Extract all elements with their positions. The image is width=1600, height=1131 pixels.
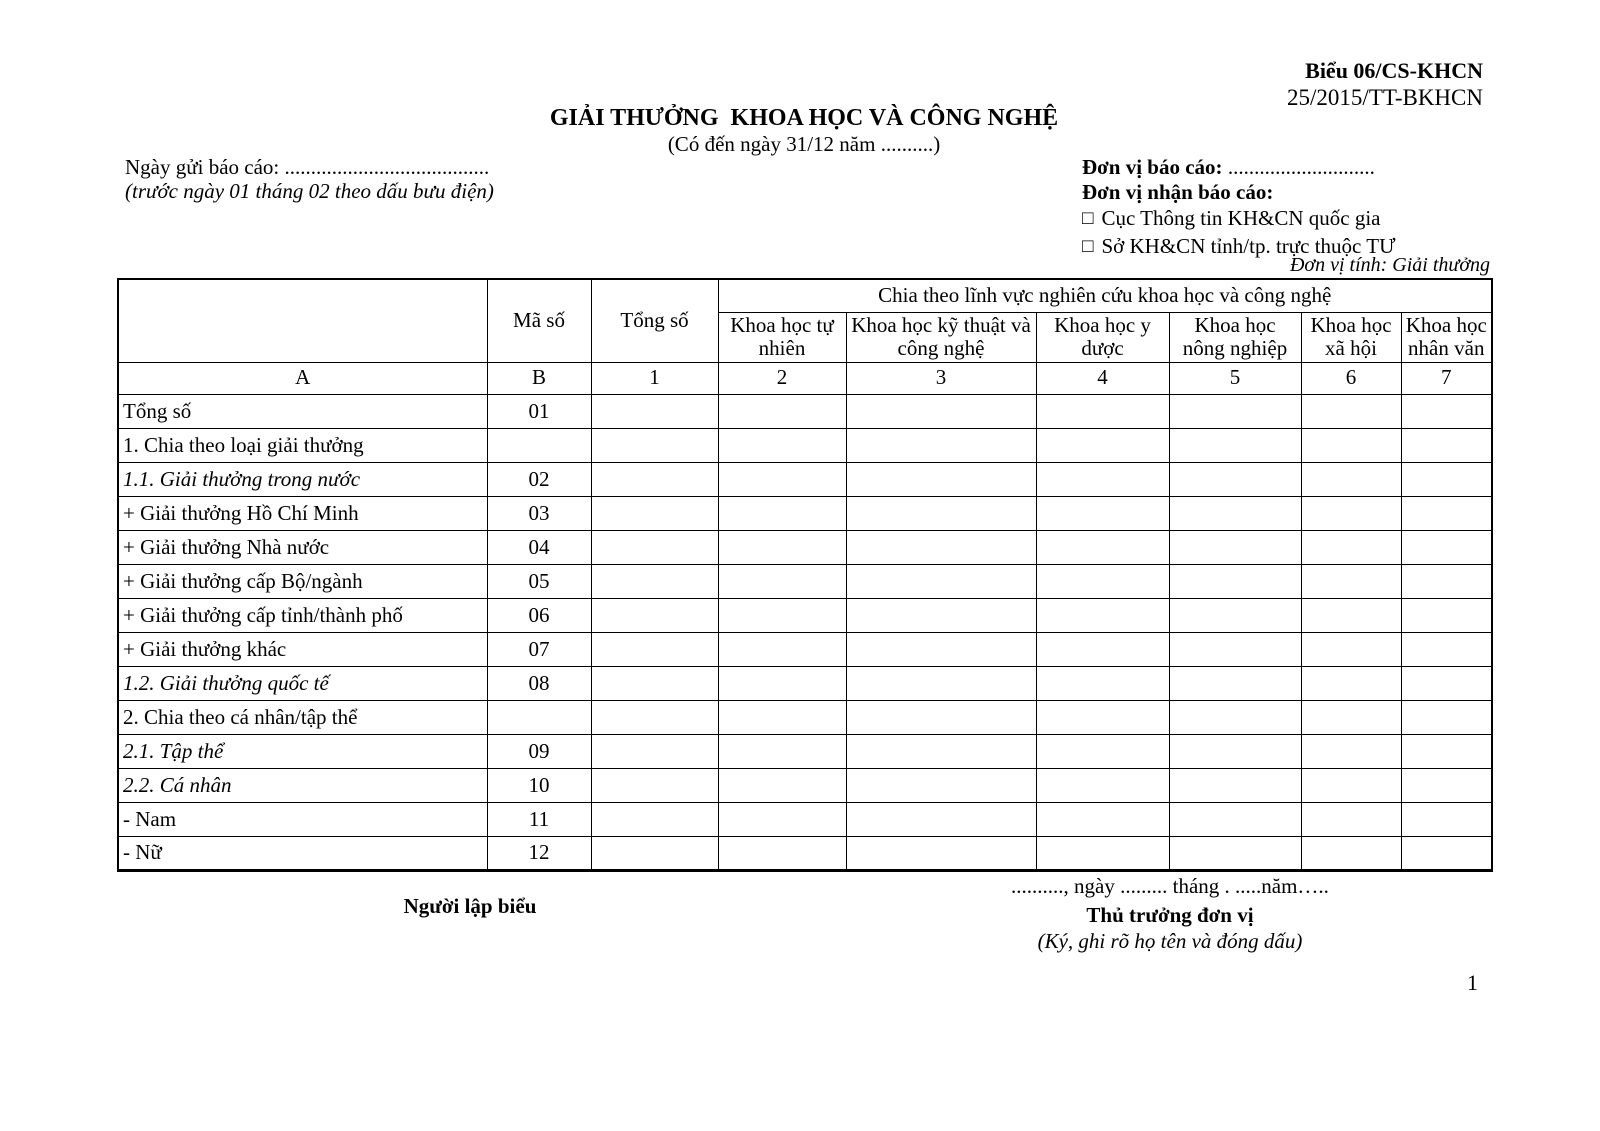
- data-cell: [1036, 496, 1169, 530]
- col-header-ma-so: Mã số: [487, 279, 591, 362]
- data-cell: [718, 836, 846, 870]
- row-label: + Giải thưởng Hồ Chí Minh: [118, 496, 487, 530]
- data-cell: [591, 564, 718, 598]
- data-cell: [1401, 530, 1492, 564]
- row-label: + Giải thưởng Nhà nước: [118, 530, 487, 564]
- row-code: [487, 700, 591, 734]
- reporting-unit-block: [1082, 155, 1395, 261]
- row-label: 1.2. Giải thưởng quốc tế: [118, 666, 487, 700]
- reporting-unit-line: [1082, 155, 1395, 180]
- data-cell: [1036, 768, 1169, 802]
- data-cell: [1169, 700, 1301, 734]
- receiving-option-label: Cục Thông tin KH&CN quốc gia: [1101, 206, 1381, 230]
- data-cell: [718, 394, 846, 428]
- data-cell: [846, 394, 1036, 428]
- data-cell: [591, 734, 718, 768]
- data-cell: [718, 530, 846, 564]
- letter-cell: A: [118, 362, 487, 394]
- data-cell: [718, 768, 846, 802]
- col-header-field: Khoa học nông nghiệp: [1169, 312, 1301, 362]
- data-cell: [1036, 700, 1169, 734]
- col-header-field: Khoa học xã hội: [1301, 312, 1401, 362]
- data-cell: [718, 700, 846, 734]
- unit-head-label: Thủ trưởng đơn vị: [1086, 903, 1254, 927]
- unit-note: Đơn vị tính: Giải thưởng: [1289, 254, 1490, 276]
- data-cell: [1301, 734, 1401, 768]
- row-code: 08: [487, 666, 591, 700]
- data-cell: [846, 598, 1036, 632]
- row-label: + Giải thưởng cấp Bộ/ngành: [118, 564, 487, 598]
- data-cell: [1301, 530, 1401, 564]
- row-code: 04: [487, 530, 591, 564]
- data-cell: [1401, 632, 1492, 666]
- table-row: [118, 632, 1492, 666]
- data-cell: [846, 564, 1036, 598]
- data-cell: [1169, 496, 1301, 530]
- data-cell: [1401, 598, 1492, 632]
- data-cell: [1036, 428, 1169, 462]
- row-code: 09: [487, 734, 591, 768]
- col-header-tong-so: Tổng số: [591, 279, 718, 362]
- data-cell: [1301, 428, 1401, 462]
- data-cell: [1169, 564, 1301, 598]
- data-cell: [718, 632, 846, 666]
- row-code: 06: [487, 598, 591, 632]
- send-date-note: (trước ngày 01 tháng 02 theo dấu bưu điện): [125, 179, 494, 203]
- data-cell: [846, 700, 1036, 734]
- data-cell: [1169, 734, 1301, 768]
- data-cell: [1169, 666, 1301, 700]
- table-row: [118, 428, 1492, 462]
- data-cell: [1169, 394, 1301, 428]
- receiving-option-1: [1082, 205, 1395, 233]
- checkbox-icon: □: [1082, 236, 1094, 257]
- col-header-field: Khoa học nhân văn: [1401, 312, 1492, 362]
- table-row: [118, 530, 1492, 564]
- data-cell: [718, 666, 846, 700]
- data-cell: [1036, 632, 1169, 666]
- preparer-label: Người lập biểu: [403, 894, 537, 918]
- data-cell: [1401, 428, 1492, 462]
- data-cell: [718, 428, 846, 462]
- data-cell: [1169, 768, 1301, 802]
- data-cell: [846, 666, 1036, 700]
- receiving-unit-label: Đơn vị nhận báo cáo:: [1082, 180, 1274, 204]
- data-cell: [1301, 598, 1401, 632]
- table-row: [118, 496, 1492, 530]
- sign-note: (Ký, ghi rõ họ tên và đóng dấu): [1037, 929, 1303, 953]
- data-cell: [1301, 700, 1401, 734]
- data-cell: [591, 632, 718, 666]
- col-header-field: Khoa học kỹ thuật và công nghệ: [846, 312, 1036, 362]
- table-row: [118, 462, 1492, 496]
- data-cell: [1301, 666, 1401, 700]
- data-cell: [846, 428, 1036, 462]
- data-cell: [1301, 632, 1401, 666]
- letter-cell: 1: [591, 362, 718, 394]
- data-cell: [1301, 768, 1401, 802]
- page-number: 1: [1467, 970, 1478, 995]
- row-label: 1. Chia theo loại giải thưởng: [118, 428, 487, 462]
- data-cell: [591, 462, 718, 496]
- data-cell: [718, 496, 846, 530]
- table-row: [118, 394, 1492, 428]
- data-cell: [1036, 734, 1169, 768]
- row-code: 03: [487, 496, 591, 530]
- table-row: [118, 734, 1492, 768]
- col-header-empty: [118, 279, 487, 362]
- send-date-label: Ngày gửi báo cáo: .......................................: [125, 155, 490, 179]
- data-cell: [1401, 768, 1492, 802]
- data-cell: [1301, 836, 1401, 870]
- data-cell: [1036, 564, 1169, 598]
- row-code: 12: [487, 836, 591, 870]
- data-cell: [591, 530, 718, 564]
- col-header-field: Khoa học y dược: [1036, 312, 1169, 362]
- row-code: 11: [487, 802, 591, 836]
- data-cell: [1036, 394, 1169, 428]
- table-row: [118, 836, 1492, 870]
- data-cell: [1401, 836, 1492, 870]
- data-cell: [1036, 836, 1169, 870]
- letter-cell: 5: [1169, 362, 1301, 394]
- data-cell: [1169, 530, 1301, 564]
- letter-cell: B: [487, 362, 591, 394]
- data-cell: [1169, 632, 1301, 666]
- data-cell: [1301, 394, 1401, 428]
- data-cell: [1401, 734, 1492, 768]
- row-code: 01: [487, 394, 591, 428]
- data-cell: [591, 666, 718, 700]
- letter-cell: 2: [718, 362, 846, 394]
- letter-cell: 7: [1401, 362, 1492, 394]
- page-title: GIẢI THƯỞNG KHOA HỌC VÀ CÔNG NGHỆ: [549, 105, 1059, 131]
- row-label: + Giải thưởng khác: [118, 632, 487, 666]
- data-cell: [1401, 666, 1492, 700]
- page-subtitle: (Có đến ngày 31/12 năm ..........): [667, 132, 941, 156]
- data-cell: [591, 836, 718, 870]
- data-cell: [1301, 462, 1401, 496]
- row-label: Tổng số: [118, 394, 487, 428]
- data-cell: [1301, 802, 1401, 836]
- letter-cell: 6: [1301, 362, 1401, 394]
- data-cell: [1169, 836, 1301, 870]
- table-row: [118, 802, 1492, 836]
- data-cell: [1301, 496, 1401, 530]
- data-cell: [1169, 462, 1301, 496]
- data-cell: [718, 802, 846, 836]
- table-row: [118, 700, 1492, 734]
- table-row: [118, 768, 1492, 802]
- reporting-unit-label: Đơn vị báo cáo:: [1082, 155, 1223, 179]
- data-cell: [1401, 496, 1492, 530]
- data-cell: [1036, 666, 1169, 700]
- data-cell: [1169, 802, 1301, 836]
- data-cell: [718, 564, 846, 598]
- row-code: [487, 428, 591, 462]
- data-cell: [1401, 462, 1492, 496]
- table-body: [118, 394, 1492, 870]
- data-cell: [718, 462, 846, 496]
- data-cell: [1036, 598, 1169, 632]
- row-label: 1.1. Giải thưởng trong nước: [118, 462, 487, 496]
- circular-number: 25/2015/TT-BKHCN: [1287, 85, 1483, 110]
- data-cell: [1036, 462, 1169, 496]
- data-cell: [846, 836, 1036, 870]
- data-cell: [1401, 802, 1492, 836]
- table-row: [118, 598, 1492, 632]
- data-cell: [1169, 598, 1301, 632]
- col-header-span: Chia theo lĩnh vực nghiên cứu khoa học và công nghệ: [718, 279, 1492, 312]
- row-code: 07: [487, 632, 591, 666]
- data-cell: [591, 802, 718, 836]
- data-cell: [591, 394, 718, 428]
- data-cell: [591, 598, 718, 632]
- data-cell: [1401, 700, 1492, 734]
- row-code: 10: [487, 768, 591, 802]
- row-code: 02: [487, 462, 591, 496]
- row-label: - Nữ: [118, 836, 487, 870]
- data-cell: [591, 496, 718, 530]
- data-cell: [846, 768, 1036, 802]
- data-cell: [1401, 394, 1492, 428]
- row-code: 05: [487, 564, 591, 598]
- checkbox-icon: □: [1082, 208, 1094, 229]
- data-cell: [846, 462, 1036, 496]
- row-label: 2.1. Tập thể: [118, 734, 487, 768]
- data-cell: [846, 530, 1036, 564]
- report-table: [117, 278, 1493, 872]
- data-cell: [591, 700, 718, 734]
- letter-cell: 3: [846, 362, 1036, 394]
- row-label: 2. Chia theo cá nhân/tập thể: [118, 700, 487, 734]
- form-code: Biểu 06/CS-KHCN: [1305, 58, 1483, 83]
- data-cell: [718, 734, 846, 768]
- send-date-block: [125, 155, 494, 203]
- letter-cell: 4: [1036, 362, 1169, 394]
- table-row: [118, 666, 1492, 700]
- signature-date-line: .........., ngày ......... tháng . .....năm…..: [1011, 874, 1329, 898]
- table-row: [118, 564, 1492, 598]
- data-cell: [1401, 564, 1492, 598]
- data-cell: [846, 632, 1036, 666]
- col-header-field: Khoa học tự nhiên: [718, 312, 846, 362]
- data-cell: [718, 598, 846, 632]
- data-cell: [846, 496, 1036, 530]
- row-label: 2.2. Cá nhân: [118, 768, 487, 802]
- data-cell: [591, 428, 718, 462]
- data-cell: [1036, 802, 1169, 836]
- row-label: - Nam: [118, 802, 487, 836]
- data-cell: [846, 802, 1036, 836]
- receiving-option-label: Sở KH&CN tỉnh/tp. trực thuộc TƯ: [1101, 234, 1396, 258]
- data-cell: [846, 734, 1036, 768]
- data-cell: [1169, 428, 1301, 462]
- data-cell: [591, 768, 718, 802]
- data-cell: [1301, 564, 1401, 598]
- row-label: + Giải thưởng cấp tỉnh/thành phố: [118, 598, 487, 632]
- reporting-unit-dots: ............................: [1222, 155, 1375, 179]
- data-cell: [1036, 530, 1169, 564]
